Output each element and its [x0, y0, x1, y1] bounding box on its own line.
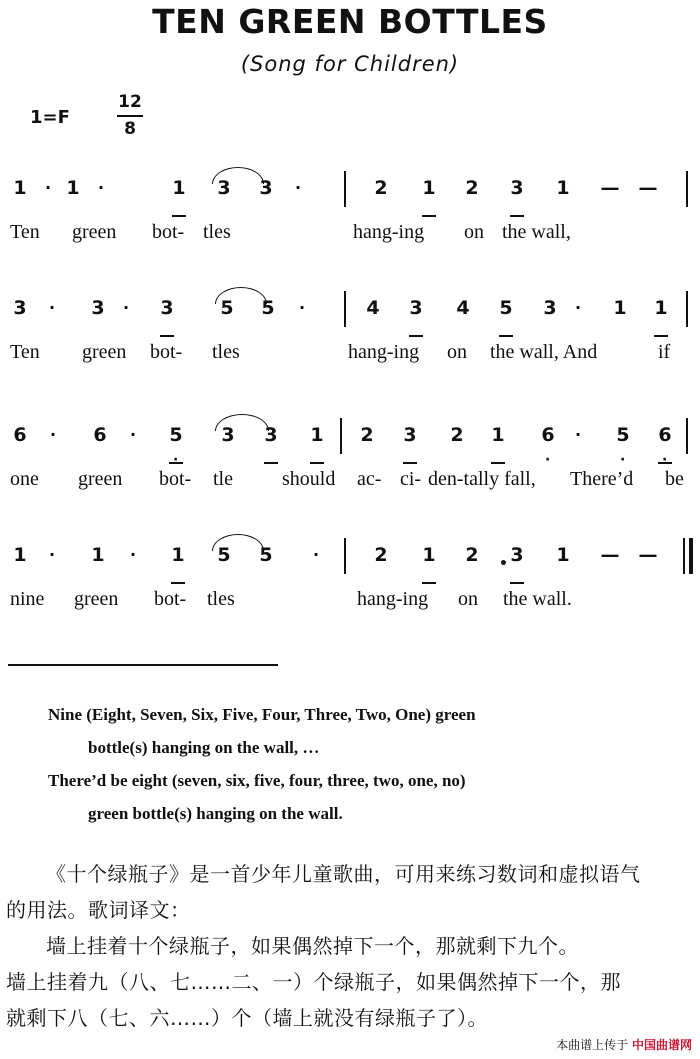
- eighth-underline: [310, 462, 324, 464]
- lyric-syllable: tle: [213, 468, 233, 490]
- slur-arc: [212, 167, 264, 184]
- note: 5: [166, 424, 186, 446]
- footer-prefix: 本曲谱上传于: [556, 1038, 629, 1052]
- barline: [686, 171, 688, 207]
- augmentation-dot: ·: [48, 298, 56, 317]
- note: 5: [261, 297, 275, 319]
- notes-line: [0, 530, 700, 580]
- lyric-syllable: be: [665, 468, 684, 490]
- verse-line: There’d be eight (seven, six, five, four, three, two, one, no): [48, 771, 466, 790]
- lower-octave-dot: ·: [620, 452, 626, 468]
- lyric-syllable: green: [72, 221, 117, 243]
- note: 2: [374, 544, 388, 566]
- extension-dash: —: [638, 544, 658, 566]
- lyric-syllable: should: [282, 468, 336, 490]
- eighth-underline: [510, 215, 524, 217]
- lyric-syllable: Ten: [10, 341, 40, 363]
- lyric-syllable: on: [447, 341, 467, 363]
- notes-line: [0, 283, 700, 333]
- note: 1: [168, 544, 188, 566]
- note: 4: [456, 297, 470, 319]
- lyric-syllable: hang-ing: [357, 588, 429, 610]
- song-title: TEN GREEN BOTTLES: [152, 2, 548, 41]
- note: 6: [541, 424, 555, 446]
- lyric-syllable: bot-: [159, 468, 192, 490]
- note: 5: [259, 544, 273, 566]
- lyric-syllable: ci-: [400, 468, 422, 490]
- augmentation-dot: ·: [44, 178, 52, 197]
- lyric-syllable: on: [464, 221, 484, 243]
- note: 1: [307, 424, 327, 446]
- barline: [344, 538, 346, 574]
- eighth-underline: [654, 335, 668, 337]
- note: 6: [655, 424, 675, 446]
- lyric-syllable: ac-: [357, 468, 382, 490]
- note: 3: [157, 297, 177, 319]
- eighth-underline: [422, 215, 436, 217]
- lyric-syllable: if: [658, 341, 671, 363]
- eighth-underline: [499, 335, 513, 337]
- augmentation-dot: ·: [129, 425, 137, 444]
- note: 3: [507, 177, 527, 199]
- slur-arc: [215, 287, 267, 304]
- note: 3: [406, 297, 426, 319]
- augmentation-dot: ·: [49, 425, 57, 444]
- lyric-syllable: hang-ing: [348, 341, 420, 363]
- lower-octave-dot: ·: [173, 452, 179, 468]
- note: 3: [221, 424, 235, 446]
- lower-octave-dot: ·: [662, 452, 668, 468]
- lyric-syllable: hang-ing: [353, 221, 425, 243]
- footer-brand: 中国曲谱网: [631, 1038, 692, 1052]
- score-system-1: [0, 163, 700, 273]
- note: 3: [400, 424, 420, 446]
- note: 5: [220, 297, 234, 319]
- verse-line: bottle(s) hanging on the wall, …: [88, 738, 320, 757]
- augmentation-dot: ·: [574, 425, 582, 444]
- augmentation-dot: ·: [298, 298, 306, 317]
- augmentation-dot: ·: [97, 178, 105, 197]
- verse-line: Nine (Eight, Seven, Six, Five, Four, Three, Two, One) green: [48, 705, 476, 724]
- note: 2: [374, 177, 388, 199]
- note: 1: [556, 544, 570, 566]
- chinese-text-line: 墙上挂着十个绿瓶子，如果偶然掉下一个，那就剩下九个。: [46, 934, 579, 958]
- eighth-underline: [422, 582, 436, 584]
- augmentation-dot: ·: [129, 545, 137, 564]
- lyric-syllable: the wall, And: [490, 341, 598, 363]
- score-system-2: [0, 283, 700, 393]
- note: 3: [91, 297, 105, 319]
- eighth-underline: [510, 582, 524, 584]
- note: 1: [556, 177, 570, 199]
- note: 5: [496, 297, 516, 319]
- lyric-syllable: green: [82, 341, 127, 363]
- lyric-syllable: the wall.: [503, 588, 572, 610]
- note: 1: [419, 177, 439, 199]
- eighth-underline: [160, 335, 174, 337]
- note: 5: [217, 544, 231, 566]
- notes-line: [0, 163, 700, 213]
- key-signature: 1=F: [30, 107, 70, 128]
- note: 1: [13, 544, 27, 566]
- note: 1: [651, 297, 671, 319]
- grace-dot: •: [499, 556, 508, 572]
- eighth-underline: [491, 462, 505, 464]
- note: 2: [465, 177, 479, 199]
- lyric-syllable: There’d: [570, 468, 634, 490]
- augmentation-dot: ·: [574, 298, 582, 317]
- lyric-syllable: den-tally fall,: [428, 468, 536, 490]
- note: 1: [13, 177, 27, 199]
- slur-arc: [215, 414, 269, 431]
- note: 3: [543, 297, 557, 319]
- lyric-syllable: bot-: [150, 341, 183, 363]
- barline: [686, 291, 688, 327]
- eighth-underline: [403, 462, 417, 464]
- augmentation-dot: ·: [294, 178, 302, 197]
- augmentation-dot: ·: [122, 298, 130, 317]
- source-footer: [556, 1036, 692, 1053]
- chinese-text-line: 就剩下八（七、六……）个（墙上就没有绿瓶子了）。: [6, 1006, 488, 1030]
- barline: [686, 418, 688, 454]
- eighth-underline: [172, 215, 186, 217]
- final-barline-thin: [683, 538, 685, 574]
- time-signature-bottom: 8: [124, 118, 136, 139]
- time-signature: [112, 94, 148, 138]
- lyric-syllable: the wall,: [502, 221, 571, 243]
- score-system-3: [0, 410, 700, 520]
- extension-dash: —: [638, 177, 658, 199]
- lower-octave-dot: ·: [545, 452, 551, 468]
- section-divider: [8, 664, 278, 666]
- note: 2: [360, 424, 374, 446]
- eighth-underline: [171, 582, 185, 584]
- lyric-syllable: tles: [203, 221, 231, 243]
- song-subtitle: (Song for Children): [240, 52, 460, 76]
- note: 6: [13, 424, 27, 446]
- lyric-syllable: tles: [207, 588, 235, 610]
- augmentation-dot: ·: [48, 545, 56, 564]
- note: 2: [465, 544, 479, 566]
- note: 3: [507, 544, 527, 566]
- lyric-syllable: on: [458, 588, 478, 610]
- chinese-text-line: 的用法。歌词译文：: [6, 898, 191, 922]
- note: 1: [419, 544, 439, 566]
- lyric-syllable: Ten: [10, 221, 40, 243]
- time-signature-divider: [117, 115, 143, 117]
- barline: [340, 418, 342, 454]
- extension-dash: —: [600, 177, 620, 199]
- note: 6: [93, 424, 107, 446]
- notes-line: [0, 410, 700, 468]
- eighth-underline: [409, 335, 423, 337]
- lyric-syllable: bot-: [152, 221, 185, 243]
- final-barline-thick: [689, 538, 693, 574]
- note: 4: [366, 297, 380, 319]
- lyric-syllable: nine: [10, 588, 45, 610]
- note: 1: [488, 424, 508, 446]
- note: 2: [450, 424, 464, 446]
- chinese-text-line: 《十个绿瓶子》是一首少年儿童歌曲，可用来练习数词和虚拟语气: [46, 862, 641, 886]
- note: 1: [91, 544, 105, 566]
- note: 5: [616, 424, 630, 446]
- lyric-syllable: bot-: [154, 588, 187, 610]
- time-signature-top: 12: [118, 92, 142, 112]
- verse-line: green bottle(s) hanging on the wall.: [88, 804, 343, 823]
- note: 1: [169, 177, 189, 199]
- chinese-text-line: 墙上挂着九（八、七……二、一）个绿瓶子，如果偶然掉下一个，那: [6, 970, 621, 994]
- note: 1: [66, 177, 80, 199]
- lyric-syllable: green: [78, 468, 123, 490]
- slur-arc: [212, 534, 264, 551]
- eighth-underline: [264, 462, 278, 464]
- augmentation-dot: ·: [312, 545, 320, 564]
- note: 3: [217, 177, 231, 199]
- note: 3: [261, 424, 281, 446]
- score-system-4: [0, 530, 700, 640]
- note: 3: [259, 177, 273, 199]
- barline: [344, 171, 346, 207]
- note: 1: [613, 297, 627, 319]
- extension-dash: —: [600, 544, 620, 566]
- lyric-syllable: one: [10, 468, 39, 490]
- lyric-syllable: green: [74, 588, 119, 610]
- note: 3: [13, 297, 27, 319]
- lyric-syllable: tles: [212, 341, 240, 363]
- barline: [344, 291, 346, 327]
